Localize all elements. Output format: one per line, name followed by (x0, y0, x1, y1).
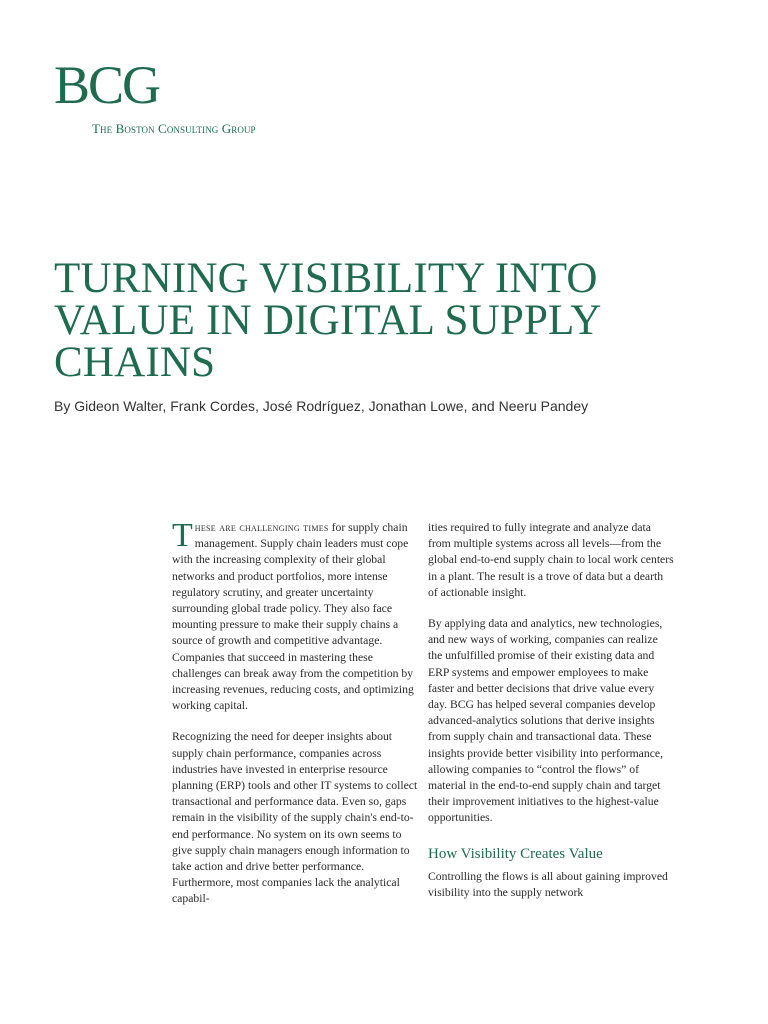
bcg-logo: BCG (54, 55, 160, 115)
article-authors: By Gideon Walter, Frank Cordes, José Rodríguez, Jonathan Lowe, and Neeru Pandey (54, 398, 589, 414)
body-paragraph: ities required to fully integrate and analyze data from multiple systems across all levels—from the global end-to-end supply chain to local work centers in a plant. The result is a trove of data but a dearth of actionable insight. (428, 521, 674, 599)
body-paragraph: Recognizing the need for deeper insights about supply chain performance, companies across industries have invested in enterprise resource planning (ERP) tools and other IT systems to collect transactional and performance data. Even so, gaps remain in the visibility of the supply chain's end-to-end performance. No system on its own seems to give supply chain managers enough information to take action and drive better performance. Furthermore, most companies lack the analytical capabil- (172, 730, 418, 906)
article-title: TURNING VISIBILITY INTO VALUE IN DIGITAL SUPPLY CHAINS (54, 255, 600, 386)
body-column-right (428, 520, 674, 916)
section-heading: How Visibility Creates Value (428, 845, 603, 862)
drop-cap: T (172, 517, 193, 554)
intro-paragraph (172, 517, 418, 714)
company-name: The Boston Consulting Group (92, 121, 256, 136)
lead-in-text: hese are challenging times (194, 521, 329, 534)
body-column-left (172, 517, 418, 923)
intro-paragraph-text: for supply chain management. Supply chain leaders must cope with the increasing complexity of their global networks and product portfolios, more intense regulatory scrutiny, and greater uncertainty surrounding global trade policy. They also face mounting pressure to make their supply chains a source of growth and competitive advantage. Companies that succeed in mastering these challenges can break away from the competition by increasing revenues, reducing costs, and optimizing working capital. (172, 521, 414, 713)
body-paragraph: Controlling the flows is all about gaining improved visibility into the supply network (428, 869, 668, 899)
body-paragraph: By applying data and analytics, new technologies, and new ways of working, companies can realize the unfulfilled promise of their existing data and ERP systems and empower employees to make faster and better decisions that drive value every day. BCG has helped several companies develop advanced-analytics solutions that derive insights from supply chain and transactional data. These insights provide better visibility into performance, allowing companies to “control the flows” of material in the end-to-end supply chain and target their improvement initiatives to the highest-value opportunities. (428, 617, 663, 825)
